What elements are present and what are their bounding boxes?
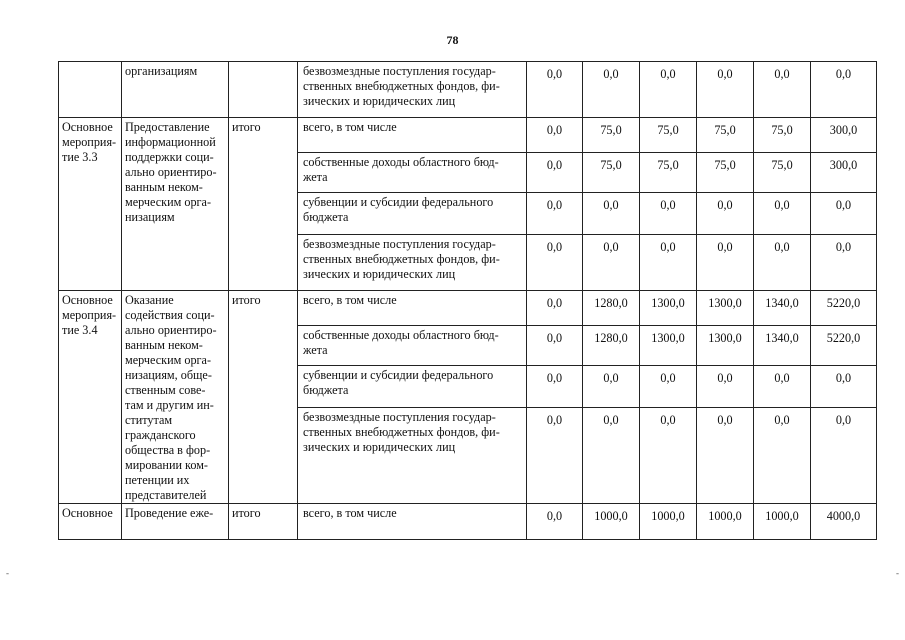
value-cell: 0,0 xyxy=(754,62,811,118)
value-cell: 0,0 xyxy=(527,366,583,408)
value-cell: 4000,0 xyxy=(811,504,877,540)
value-cell: 0,0 xyxy=(697,366,754,408)
value-cell: 1280,0 xyxy=(583,326,640,366)
table-body xyxy=(59,62,877,540)
table-row xyxy=(59,62,877,118)
value-cell: 300,0 xyxy=(811,153,877,193)
funding-source-cell: безвозмездные поступления государ- ственных внебюджетных фондов, фи- зических и юридических лиц xyxy=(298,62,527,118)
funding-source-cell: всего, в том числе xyxy=(298,291,527,326)
value-cell: 75,0 xyxy=(640,118,697,153)
value-cell: 0,0 xyxy=(527,408,583,504)
description-cell: организациям xyxy=(122,62,229,118)
value-cell: 0,0 xyxy=(527,326,583,366)
value-cell: 0,0 xyxy=(640,408,697,504)
description-cell: Предоставление информационной поддержки соци- ально ориентиро- ванным неком- мерческим орга- низациям xyxy=(122,118,229,291)
description-cell: Проведение еже- xyxy=(122,504,229,540)
value-cell: 0,0 xyxy=(697,408,754,504)
value-cell: 75,0 xyxy=(697,118,754,153)
value-cell: 0,0 xyxy=(527,62,583,118)
activity-cell xyxy=(59,62,122,118)
funding-source-cell: безвозмездные поступления государ- ственных внебюджетных фондов, фи- зических и юридических лиц xyxy=(298,408,527,504)
value-cell: 0,0 xyxy=(640,62,697,118)
value-cell: 1000,0 xyxy=(754,504,811,540)
scan-edge-mark-right: - xyxy=(896,568,899,578)
funding-source-cell: собственные доходы областного бюд- жета xyxy=(298,326,527,366)
value-cell: 0,0 xyxy=(754,366,811,408)
scan-edge-mark-left: - xyxy=(6,568,9,578)
value-cell: 75,0 xyxy=(583,118,640,153)
value-cell: 0,0 xyxy=(811,408,877,504)
value-cell: 1300,0 xyxy=(640,326,697,366)
value-cell: 75,0 xyxy=(754,118,811,153)
value-cell: 1000,0 xyxy=(697,504,754,540)
value-cell: 300,0 xyxy=(811,118,877,153)
value-cell: 5220,0 xyxy=(811,326,877,366)
value-cell: 0,0 xyxy=(697,193,754,235)
funding-source-cell: всего, в том числе xyxy=(298,504,527,540)
value-cell: 0,0 xyxy=(640,366,697,408)
value-cell: 0,0 xyxy=(583,62,640,118)
description-cell: Оказание содействия соци- ально ориентиро- ванным неком- мерческим орга- низациям, обще- ственным сове- там и другим ин- ститутам гражданского общества в фор- мировании ком- петенции их представителей xyxy=(122,291,229,504)
value-cell: 0,0 xyxy=(697,235,754,291)
value-cell: 75,0 xyxy=(583,153,640,193)
page-number: 78 xyxy=(446,33,459,47)
funding-source-cell: собственные доходы областного бюд- жета xyxy=(298,153,527,193)
value-cell: 1340,0 xyxy=(754,326,811,366)
value-cell: 75,0 xyxy=(640,153,697,193)
value-cell: 0,0 xyxy=(754,235,811,291)
activity-cell: Основное мероприя- тие 3.4 xyxy=(59,291,122,504)
value-cell: 0,0 xyxy=(754,193,811,235)
value-cell: 0,0 xyxy=(527,153,583,193)
value-cell: 0,0 xyxy=(583,235,640,291)
value-cell: 0,0 xyxy=(583,408,640,504)
value-cell: 1340,0 xyxy=(754,291,811,326)
value-cell: 0,0 xyxy=(754,408,811,504)
funding-source-cell: безвозмездные поступления государ- ственных внебюджетных фондов, фи- зических и юридических лиц xyxy=(298,235,527,291)
value-cell: 0,0 xyxy=(527,504,583,540)
value-cell: 1300,0 xyxy=(640,291,697,326)
value-cell: 75,0 xyxy=(697,153,754,193)
value-cell: 1000,0 xyxy=(640,504,697,540)
value-cell: 0,0 xyxy=(527,235,583,291)
value-cell: 0,0 xyxy=(527,291,583,326)
value-cell: 5220,0 xyxy=(811,291,877,326)
total-label-cell: итого xyxy=(229,504,298,540)
table-row xyxy=(59,504,877,540)
value-cell: 0,0 xyxy=(811,193,877,235)
value-cell: 0,0 xyxy=(811,366,877,408)
value-cell: 0,0 xyxy=(811,62,877,118)
value-cell: 0,0 xyxy=(583,193,640,235)
table-row xyxy=(59,291,877,326)
value-cell: 1000,0 xyxy=(583,504,640,540)
value-cell: 0,0 xyxy=(640,193,697,235)
value-cell: 0,0 xyxy=(527,193,583,235)
value-cell: 0,0 xyxy=(527,118,583,153)
total-label-cell xyxy=(229,62,298,118)
funding-source-cell: субвенции и субсидии федерального бюджета xyxy=(298,366,527,408)
value-cell: 0,0 xyxy=(583,366,640,408)
value-cell: 1300,0 xyxy=(697,326,754,366)
value-cell: 0,0 xyxy=(640,235,697,291)
value-cell: 1280,0 xyxy=(583,291,640,326)
budget-table xyxy=(58,61,877,540)
value-cell: 1300,0 xyxy=(697,291,754,326)
total-label-cell: итого xyxy=(229,291,298,504)
value-cell: 0,0 xyxy=(697,62,754,118)
funding-source-cell: всего, в том числе xyxy=(298,118,527,153)
activity-cell: Основное xyxy=(59,504,122,540)
funding-source-cell: субвенции и субсидии федерального бюджета xyxy=(298,193,527,235)
table-row xyxy=(59,118,877,153)
value-cell: 75,0 xyxy=(754,153,811,193)
total-label-cell: итого xyxy=(229,118,298,291)
activity-cell: Основное мероприя- тие 3.3 xyxy=(59,118,122,291)
value-cell: 0,0 xyxy=(811,235,877,291)
